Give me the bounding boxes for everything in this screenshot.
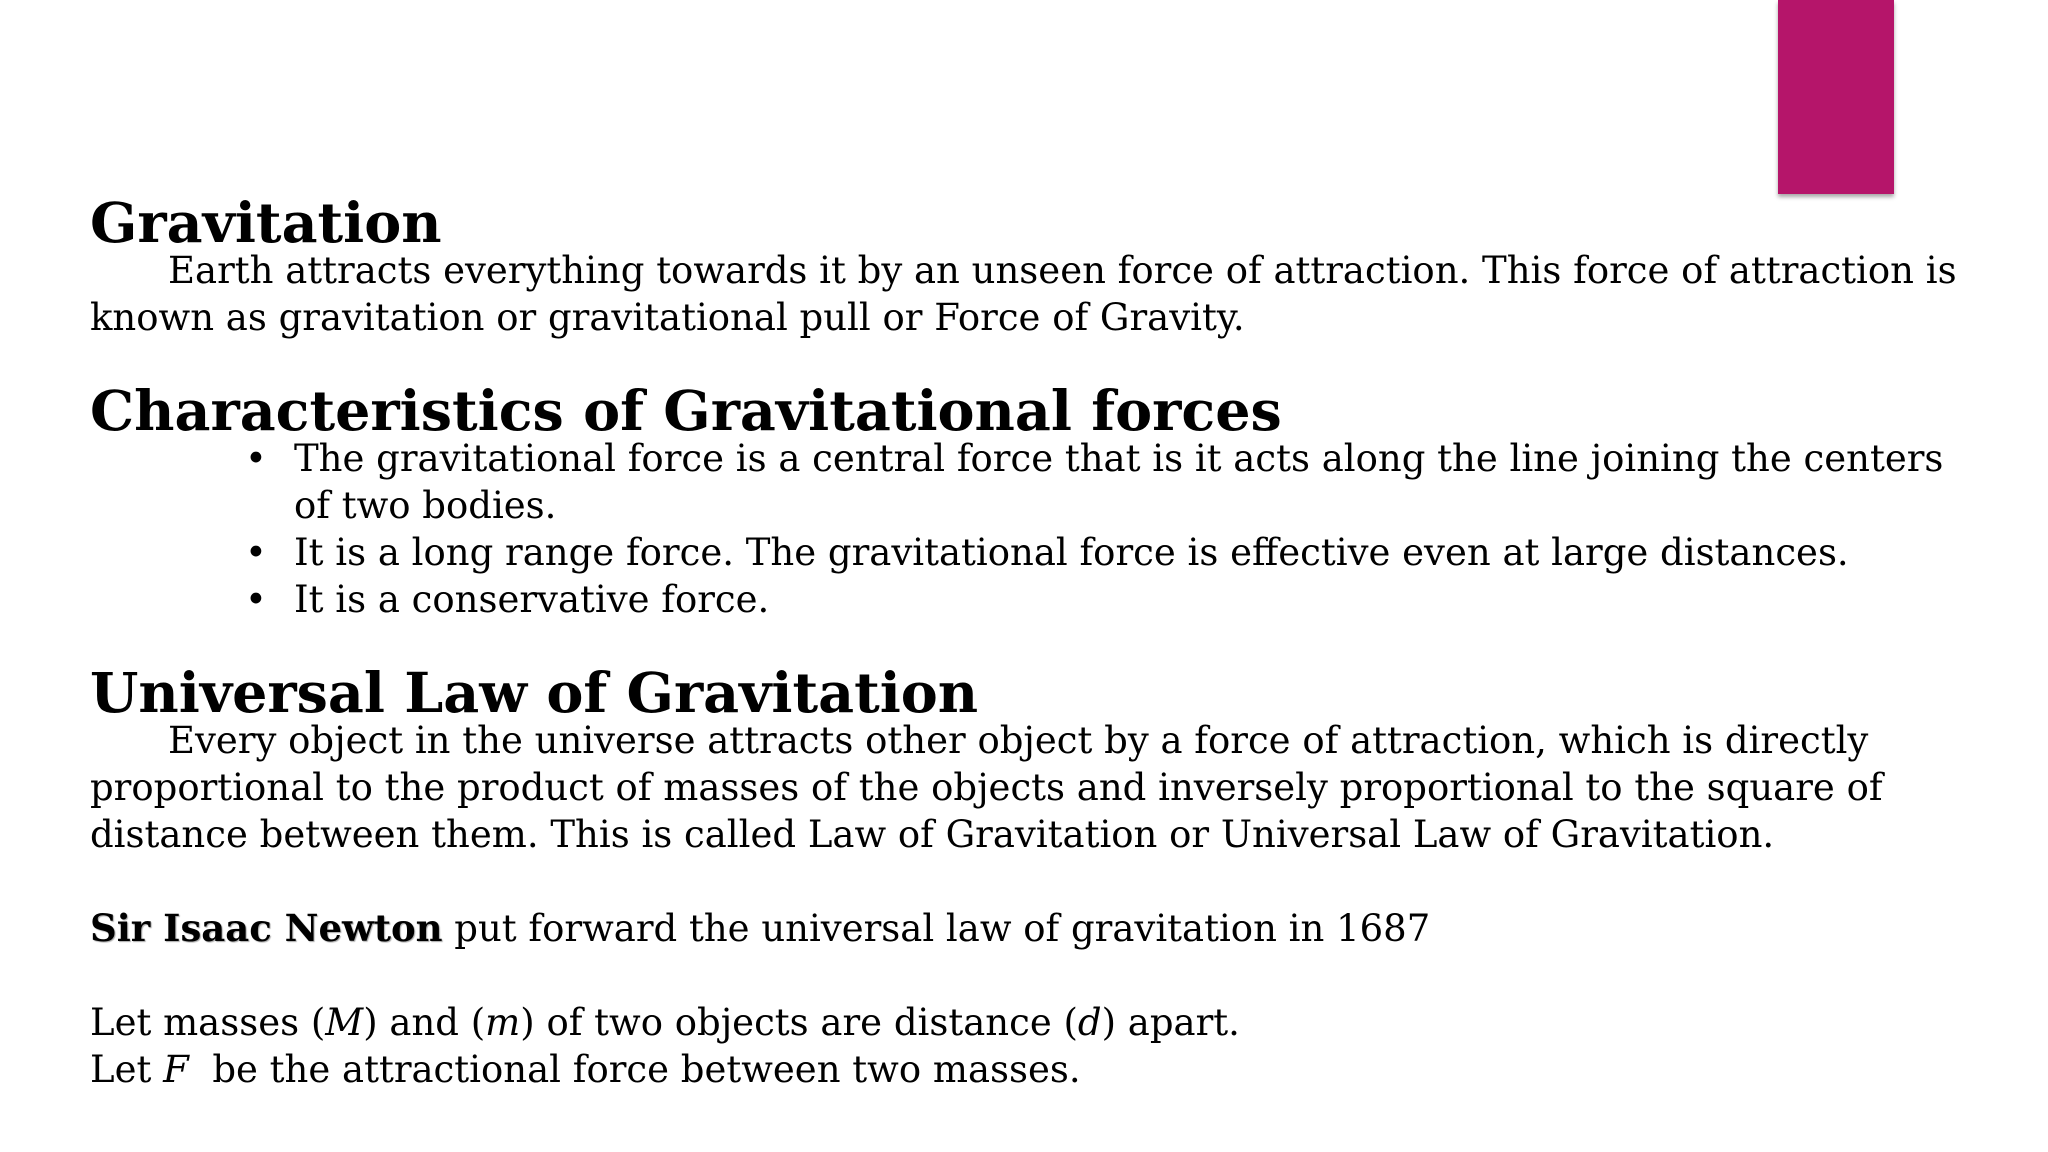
list-item bbox=[245, 576, 1970, 623]
list-item-text: The gravitational force is a central force that is it acts along the line joining the centers of two bodies. bbox=[294, 437, 1944, 527]
distance-d-symbol: d bbox=[1077, 1001, 1102, 1044]
mass-M-symbol: M bbox=[325, 1001, 364, 1044]
force-line bbox=[90, 1046, 1970, 1093]
list-item bbox=[245, 435, 1970, 529]
masses-line bbox=[90, 999, 1970, 1046]
accent-bar bbox=[1778, 0, 1894, 194]
universal-law-paragraph: Every object in the universe attracts other object by a force of attraction, which is directly proportional to the product of masses of the objects and inversely proportional to the square of distance between them. This is called Law of Gravitation or Universal Law of Gravitation. bbox=[90, 719, 1883, 856]
characteristics-list bbox=[90, 435, 1970, 623]
force-F-symbol: F bbox=[163, 1048, 189, 1091]
bullet-icon: • bbox=[245, 578, 267, 621]
universal-law-heading: Universal Law of Gravitation bbox=[90, 661, 979, 726]
bullet-icon: • bbox=[245, 437, 267, 480]
newton-line bbox=[90, 905, 1970, 952]
masses-text-4: ) apart. bbox=[1101, 1001, 1240, 1044]
slide-content bbox=[90, 191, 1970, 1093]
spacer bbox=[90, 858, 1970, 905]
masses-text-1: Let masses ( bbox=[90, 1001, 326, 1044]
force-text-2: be the attractional force between two masses. bbox=[188, 1048, 1081, 1091]
bullet-icon: • bbox=[245, 531, 267, 574]
newton-name: Sir Isaac Newton bbox=[90, 906, 443, 950]
list-item-text: It is a long range force. The gravitational force is effective even at large distances. bbox=[294, 531, 1849, 574]
masses-text-3: ) of two objects are distance ( bbox=[520, 1001, 1078, 1044]
gravitation-heading: Gravitation bbox=[90, 191, 442, 256]
spacer bbox=[90, 952, 1970, 999]
masses-text-2: ) and ( bbox=[363, 1001, 486, 1044]
force-text-1: Let bbox=[90, 1048, 164, 1091]
characteristics-heading: Characteristics of Gravitational forces bbox=[90, 379, 1282, 444]
list-item-text: It is a conservative force. bbox=[294, 578, 770, 621]
mass-m-symbol: m bbox=[485, 1001, 521, 1044]
gravitation-paragraph: Earth attracts everything towards it by an unseen force of attraction. This force of attraction is known as gravitation or gravitational pull or Force of Gravity. bbox=[90, 249, 1957, 339]
newton-text: put forward the universal law of gravitation in 1687 bbox=[442, 907, 1431, 950]
list-item bbox=[245, 529, 1970, 576]
